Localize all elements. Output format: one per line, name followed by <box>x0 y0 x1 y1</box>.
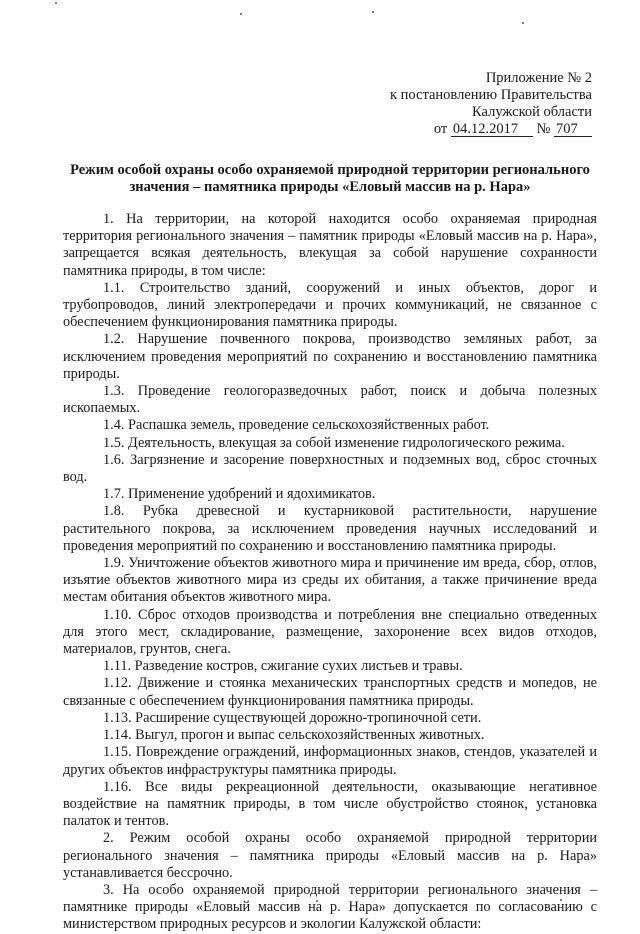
scan-speck <box>522 22 524 24</box>
paragraph-1-12: 1.12. Движение и стоянка механических транспортных средств и мопедов, не связанные с обеспечением функционирования памятника природы. <box>63 675 597 709</box>
paragraph-3: 3. На особо охраняемой природной территории регионального значения – памятнике природы «Еловый массив на р. Нара» допускается по согласованию с министерством природных ресурсов и экологии Калужской области: <box>63 881 597 933</box>
paragraph-1-5: 1.5. Деятельность, влекущая за собой изменение гидрологического режима. <box>103 434 565 451</box>
appendix-region: Калужской области <box>472 104 592 120</box>
scan-speck <box>55 2 57 4</box>
paragraph-1-14: 1.14. Выгул, прогон и выпас сельскохозяйственных животных. <box>103 727 485 744</box>
paragraph-1-13: 1.13. Расширение существующей дорожно-тропиночной сети. <box>103 709 482 726</box>
paragraph-2: 2. Режим особой охраны особо охраняемой природной территории регионального значения – памятника природы «Еловый массив на р. Нара» устанавливается бессрочно. <box>63 830 597 881</box>
number-sign: № <box>536 121 551 137</box>
paragraph-1: 1. На территории, на которой находится особо охраняемая природная территория регионального значения – памятник природы «Еловый массив на р. Нара», запрещается всякая деятельность, влекущая за собой нарушение сохранности памятника природы, в том числе: <box>63 211 597 279</box>
paragraph-1-3: 1.3. Проведение геологоразведочных работ, поиск и добыча полезных ископаемых. <box>63 383 597 417</box>
paragraph-1-15: 1.15. Повреждение ограждений, информационных знаков, стендов, указателей и других объектов инфраструктуры памятника природы. <box>63 744 597 778</box>
paragraph-1-2: 1.2. Нарушение почвенного покрова, производство земляных работ, за исключением проведения мероприятий по сохранению и восстановлению памятника природы. <box>63 331 597 382</box>
appendix-header <box>332 70 592 138</box>
decree-date-number <box>332 121 592 138</box>
paragraph-1-6: 1.6. Загрязнение и засорение поверхностных и подземных вод, сброс сточных вод. <box>63 451 597 486</box>
title-line-2: значения – памятника природы «Еловый массив на р. Нара» <box>129 179 531 195</box>
paragraph-1-10: 1.10. Сброс отходов производства и потребления вне специально отведенных для этого мест, складирование, размещение, захоронение всех видов отходов, материалов, грунтов, снега. <box>63 606 597 658</box>
paragraph-1-16: 1.16. Все виды рекреационной деятельности, оказывающие негативное воздействие на памятник природы, в том числе обустройство стоянок, установка палаток и тентов. <box>63 778 597 830</box>
decree-number: 707 <box>554 122 592 137</box>
document-body <box>63 211 597 934</box>
paragraph-1-7: 1.7. Применение удобрений и ядохимикатов. <box>103 486 376 503</box>
paragraph-1-4: 1.4. Распашка земель, проведение сельскохозяйственных работ. <box>103 417 490 434</box>
scan-speck <box>240 13 242 15</box>
appendix-number: Приложение № 2 <box>485 70 592 86</box>
paragraph-1-11: 1.11. Разведение костров, сжигание сухих листьев и травы. <box>103 658 463 675</box>
decree-date: 04.12.2017 <box>451 122 533 137</box>
paragraph-1-1: 1.1. Строительство зданий, сооружений и иных объектов, дорог и трубопроводов, линий электропередачи и прочих коммуникаций, не связанное с обеспечением функционирования памятника природы. <box>63 279 597 331</box>
document-title <box>70 162 590 196</box>
appendix-reference: к постановлению Правительства <box>390 87 592 103</box>
paragraph-1-8: 1.8. Рубка древесной и кустарниковой растительности, нарушение растительного покрова, за исключением проведения научных исследований и проведения мероприятий по сохранению и восстановлению памятника природы. <box>63 503 597 554</box>
scan-speck <box>372 11 374 13</box>
from-label: от <box>433 121 448 137</box>
paragraph-1-9: 1.9. Уничтожение объектов животного мира и причинение им вреда, сбор, отлов, изъятие объектов животного мира из среды их обитания, а также причинение вреда местам обитания объектов животного мира. <box>63 555 597 606</box>
title-line-1: Режим особой охраны особо охраняемой природной территории регионального <box>70 162 590 178</box>
